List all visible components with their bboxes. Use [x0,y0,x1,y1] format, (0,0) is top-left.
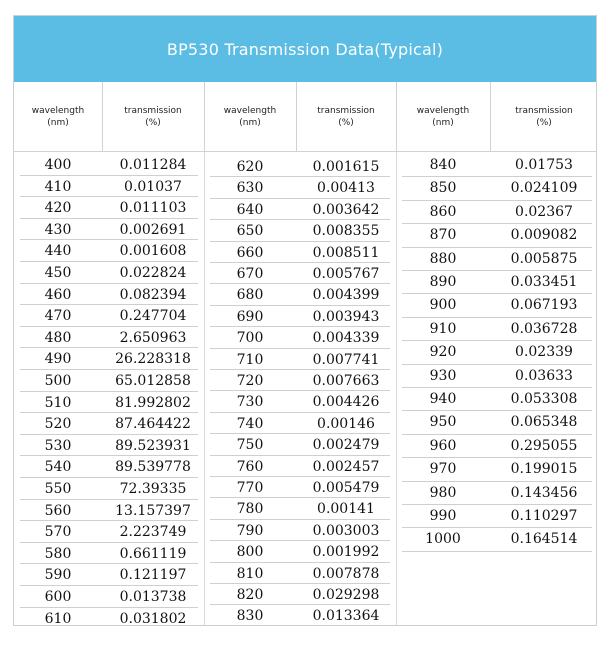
table-row [14,586,204,608]
table-row [204,370,396,391]
header-unit: (nm) [47,117,69,128]
transmission-cell: 0.003943 [312,308,380,325]
table-row [396,177,597,200]
header-label: transmission [124,105,182,116]
table-row [204,477,396,498]
wavelength-cell: 670 [236,266,264,282]
wavelength-cell: 440 [44,243,72,260]
transmission-cell: 2.223749 [119,524,187,541]
header-unit: (%) [145,117,161,128]
wavelength-cell: 870 [429,227,457,244]
table-row [204,456,396,477]
table-row [396,154,597,177]
transmission-cell: 0.004426 [312,394,380,411]
wavelength-cell: 990 [429,508,457,524]
transmission-cell: 0.002457 [312,458,380,475]
transmission-cell: 65.012858 [115,373,191,389]
wavelength-cell: 770 [236,480,264,496]
table-row [396,271,597,294]
table-row [204,413,396,434]
wavelength-cell: 690 [236,308,264,325]
transmission-cell: 0.03633 [515,367,573,384]
wavelength-cell: 610 [44,610,72,626]
wavelength-cell: 400 [44,157,72,173]
transmission-cell: 0.007741 [312,351,380,368]
transmission-cell: 0.247704 [119,308,187,325]
transmission-cell: 0.00141 [317,501,375,518]
table-row [14,370,204,392]
transmission-cell: 0.067193 [510,297,578,314]
transmission-cell: 0.164514 [510,531,578,548]
header-wavelength-3 [396,82,490,151]
wavelength-cell: 930 [429,367,457,384]
table-row [14,521,204,543]
transmission-cell: 0.005767 [312,266,380,282]
header-label: transmission [317,105,375,116]
wavelength-cell: 850 [429,180,457,197]
wavelength-cell: 710 [236,351,264,368]
transmission-cell: 26.228318 [115,351,191,368]
header-label: wavelength [223,105,277,116]
transmission-cell: 0.003642 [312,201,380,218]
transmission-cell: 0.022824 [119,265,187,281]
header-wavelength-2 [204,82,296,151]
wavelength-cell: 430 [44,221,72,238]
wavelength-cell: 660 [236,244,264,261]
wavelength-cell: 970 [429,461,457,478]
header-unit: (nm) [432,117,454,128]
transmission-cell: 0.661119 [119,545,187,562]
wavelength-cell: 740 [236,415,264,432]
table-row [396,505,597,528]
table-row [204,156,396,177]
wavelength-cell: 510 [44,394,72,411]
table-row [396,482,597,505]
table-row [396,224,597,247]
wavelength-cell: 890 [429,274,457,290]
table-row [204,199,396,220]
transmission-cell: 0.082394 [119,286,187,303]
transmission-cell: 0.008511 [312,244,380,261]
table-row [14,197,204,219]
transmission-cell: 0.029298 [312,587,380,603]
wavelength-cell: 780 [236,501,264,518]
wavelength-cell: 960 [429,437,457,454]
transmission-cell: 0.00146 [317,415,375,432]
table-row [396,318,597,341]
transmission-cell: 0.033451 [510,274,578,290]
wavelength-cell: 520 [44,416,72,433]
wavelength-cell: 700 [236,330,264,347]
wavelength-cell: 450 [44,265,72,281]
table-row [204,306,396,327]
transmission-cell: 0.001608 [119,243,187,260]
transmission-cell: 0.031802 [119,610,187,626]
table-row [14,543,204,565]
transmission-cell: 0.001992 [312,544,380,561]
wavelength-cell: 880 [429,250,457,267]
wavelength-cell: 840 [429,157,457,173]
wavelength-cell: 550 [44,481,72,497]
wavelength-cell: 560 [44,502,72,519]
wavelength-cell: 760 [236,458,264,475]
transmission-cell: 0.011284 [119,157,187,173]
wavelength-cell: 410 [44,178,72,195]
wavelength-cell: 910 [429,320,457,337]
wavelength-cell: 790 [236,522,264,539]
table-row [204,284,396,305]
table-row [14,435,204,457]
transmission-cell: 0.009082 [510,227,578,244]
table-row [396,388,597,411]
header-unit: (%) [338,117,354,128]
wavelength-cell: 590 [44,567,72,584]
transmission-cell: 0.065348 [510,414,578,431]
table-row [204,349,396,370]
transmission-cell: 0.002691 [119,221,187,238]
table-row [204,434,396,455]
transmission-cell: 0.013364 [312,608,380,625]
table-row [396,248,597,271]
transmission-cell: 0.01753 [515,157,573,173]
table-row [204,263,396,284]
header-transmission-1 [102,82,204,151]
transmission-cell: 0.005479 [312,480,380,496]
header-transmission-3 [490,82,597,151]
table-row [396,201,597,224]
header-row [14,82,597,152]
transmission-cell: 0.199015 [510,461,578,478]
transmission-cell: 0.053308 [510,391,578,407]
table-row [204,242,396,263]
table-row [14,456,204,478]
header-label: wavelength [31,105,85,116]
transmission-cell: 2.650963 [119,329,187,346]
table-row [14,327,204,349]
wavelength-cell: 630 [236,180,264,197]
wavelength-cell: 830 [236,608,264,625]
transmission-cell: 0.110297 [510,508,578,524]
wavelength-cell: 720 [236,373,264,389]
row-divider [402,551,592,552]
header-label: wavelength [416,105,470,116]
wavelength-cell: 800 [236,544,264,561]
wavelength-cell: 540 [44,459,72,476]
transmission-cell: 0.005875 [510,250,578,267]
wavelength-cell: 650 [236,223,264,240]
transmission-cell: 89.539778 [115,459,191,476]
transmission-cell: 0.024109 [510,180,578,197]
table-title: BP530 Transmission Data(Typical) [14,16,596,82]
wavelength-cell: 420 [44,200,72,217]
table-row [204,605,396,626]
wavelength-cell: 820 [236,587,264,603]
table-row [396,294,597,317]
table-row [396,458,597,481]
table-row [204,541,396,562]
wavelength-cell: 940 [429,391,457,407]
wavelength-cell: 860 [429,203,457,220]
transmission-cell: 0.003003 [312,522,380,539]
transmission-cell: 0.121197 [119,567,187,584]
table-row [204,327,396,348]
table-row [14,564,204,586]
transmission-cell: 0.001615 [312,159,380,175]
wavelength-cell: 730 [236,394,264,411]
table-row [14,392,204,414]
table-row [204,391,396,412]
table-row [396,341,597,364]
wavelength-cell: 470 [44,308,72,325]
wavelength-cell: 950 [429,414,457,431]
table-row [14,262,204,284]
wavelength-cell: 570 [44,524,72,541]
transmission-cell: 0.011103 [119,200,187,217]
wavelength-cell: 600 [44,589,72,605]
table-row [14,176,204,198]
transmission-cell: 13.157397 [115,502,191,519]
wavelength-cell: 920 [429,344,457,361]
wavelength-cell: 1000 [425,531,461,548]
wavelength-cell: 750 [236,437,264,454]
table-row [14,240,204,262]
transmission-cell: 0.02339 [515,344,573,361]
transmission-cell: 0.00413 [317,180,375,197]
wavelength-cell: 460 [44,286,72,303]
table-row [14,608,204,626]
transmission-cell: 0.295055 [510,437,578,454]
transmission-cell: 0.008355 [312,223,380,240]
transmission-cell: 89.523931 [115,437,191,454]
transmission-cell: 0.013738 [119,589,187,605]
table-row [396,528,597,551]
header-label: transmission [515,105,573,116]
table-row [204,498,396,519]
transmission-table [13,15,597,626]
table-row [204,520,396,541]
wavelength-cell: 530 [44,437,72,454]
header-unit: (%) [536,117,552,128]
wavelength-cell: 580 [44,545,72,562]
table-row [14,348,204,370]
wavelength-cell: 680 [236,287,264,304]
table-row [14,413,204,435]
table-row [14,478,204,500]
wavelength-cell: 810 [236,565,264,582]
table-row [14,305,204,327]
transmission-cell: 0.143456 [510,484,578,501]
header-unit: (nm) [239,117,261,128]
table-row [204,177,396,198]
transmission-cell: 0.004399 [312,287,380,304]
transmission-cell: 0.02367 [515,203,573,220]
transmission-cell: 0.036728 [510,320,578,337]
header-transmission-2 [296,82,396,151]
wavelength-cell: 490 [44,351,72,368]
header-wavelength-1 [14,82,102,151]
table-row [14,219,204,241]
transmission-cell: 0.007663 [312,373,380,389]
table-row [396,411,597,434]
transmission-cell: 87.464422 [115,416,191,433]
wavelength-cell: 640 [236,201,264,218]
table-row [204,220,396,241]
wavelength-cell: 480 [44,329,72,346]
transmission-cell: 0.004339 [312,330,380,347]
transmission-cell: 0.01037 [124,178,182,195]
transmission-cell: 81.992802 [115,394,191,411]
transmission-cell: 0.002479 [312,437,380,454]
transmission-cell: 0.007878 [312,565,380,582]
transmission-cell: 72.39335 [119,481,187,497]
table-row [204,563,396,584]
wavelength-cell: 620 [236,159,264,175]
table-row [14,154,204,176]
wavelength-cell: 900 [429,297,457,314]
wavelength-cell: 500 [44,373,72,389]
table-row [396,435,597,458]
table-row [14,284,204,306]
wavelength-cell: 980 [429,484,457,501]
table-row [14,500,204,522]
table-row [204,584,396,605]
table-row [396,365,597,388]
